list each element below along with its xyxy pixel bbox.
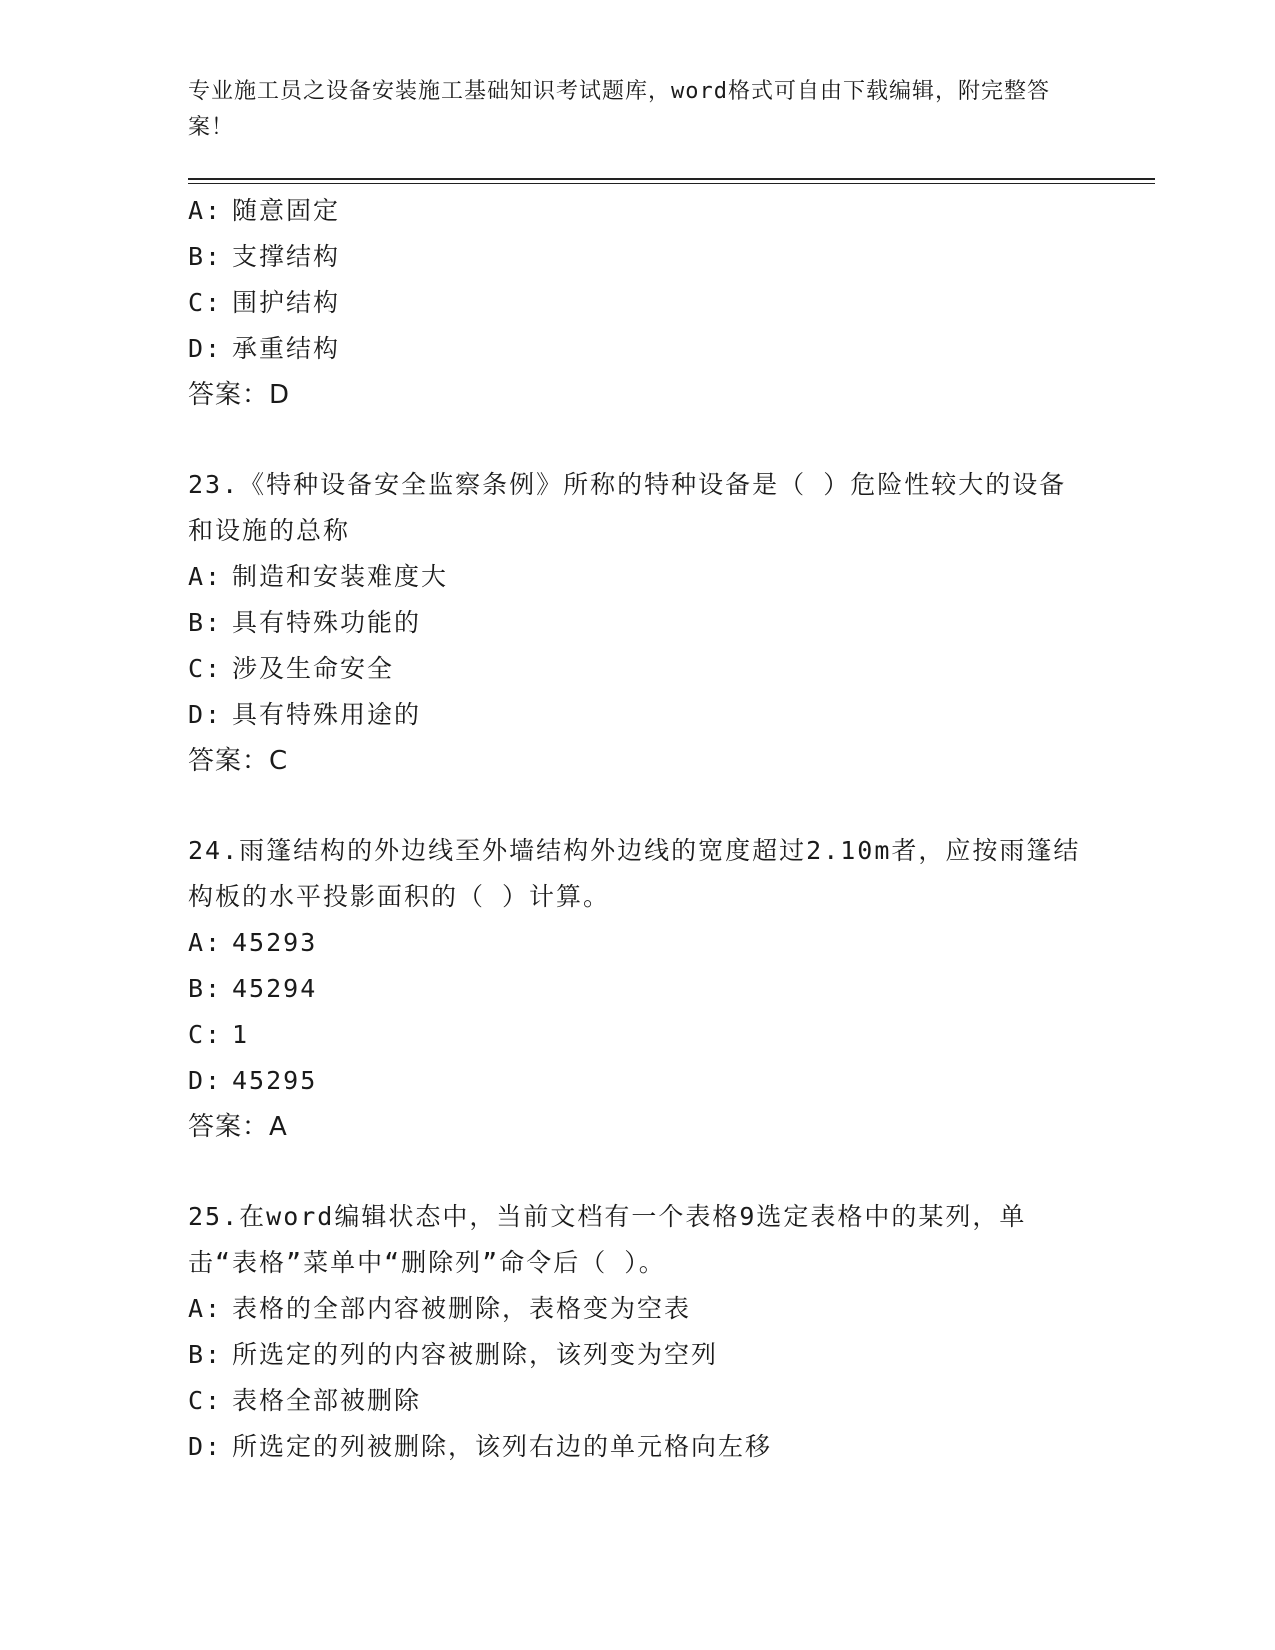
option-text: 围护结构: [232, 288, 341, 317]
option-letter: C:: [188, 1386, 223, 1415]
header-divider-thin: [188, 183, 1155, 184]
option-letter: B:: [188, 608, 223, 637]
question-stem: 23.《特种设备安全监察条例》所称的特种设备是（ ）危险性较大的设备和设施的总称: [188, 470, 1067, 545]
option-b: [188, 1332, 1088, 1378]
option-letter: D:: [188, 700, 223, 729]
option-c: [188, 646, 1088, 692]
question-list: [188, 188, 1088, 1470]
option-d: [188, 692, 1088, 738]
option-letter: D:: [188, 1066, 223, 1095]
option-letter: D:: [188, 1432, 223, 1461]
option-text: 45294: [232, 974, 318, 1003]
option-b: [188, 234, 1088, 280]
option-text: 随意固定: [232, 196, 341, 225]
option-letter: D:: [188, 334, 223, 363]
spacer: [188, 1150, 1088, 1194]
question-23: [188, 462, 1088, 784]
answer-line: 答案：A: [188, 1112, 288, 1142]
option-text: 表格全部被删除: [232, 1386, 422, 1415]
option-text: 45293: [232, 928, 318, 957]
option-letter: B:: [188, 974, 223, 1003]
spacer: [188, 418, 1088, 462]
option-text: 支撑结构: [232, 242, 341, 271]
option-letter: B:: [188, 1340, 223, 1369]
option-letter: A:: [188, 196, 223, 225]
option-letter: B:: [188, 242, 223, 271]
option-a: [188, 920, 1088, 966]
option-d: [188, 1058, 1088, 1104]
answer-line: 答案：C: [188, 746, 289, 776]
option-a: [188, 1286, 1088, 1332]
option-text: 制造和安装难度大: [232, 562, 449, 591]
option-text: 45295: [232, 1066, 318, 1095]
option-b: [188, 966, 1088, 1012]
option-letter: C:: [188, 288, 223, 317]
question-22: [188, 188, 1088, 418]
option-d: [188, 1424, 1088, 1470]
option-d: [188, 326, 1088, 372]
option-text: 所选定的列的内容被删除，该列变为空列: [232, 1340, 719, 1369]
option-text: 具有特殊用途的: [232, 700, 422, 729]
option-letter: A:: [188, 928, 223, 957]
answer-line: 答案：D: [188, 380, 291, 410]
option-text: 1: [232, 1020, 250, 1049]
question-stem: 24.雨篷结构的外边线至外墙结构外边线的宽度超过2.10m者，应按雨篷结构板的水平投影面积的（ ）计算。: [188, 836, 1081, 911]
option-a: [188, 554, 1088, 600]
option-c: [188, 280, 1088, 326]
option-letter: C:: [188, 654, 223, 683]
option-letter: A:: [188, 562, 223, 591]
option-letter: C:: [188, 1020, 223, 1049]
option-text: 承重结构: [232, 334, 341, 363]
option-text: 表格的全部内容被删除，表格变为空表: [232, 1294, 692, 1323]
option-text: 涉及生命安全: [232, 654, 395, 683]
question-25: [188, 1194, 1088, 1470]
question-24: [188, 828, 1088, 1150]
option-text: 具有特殊功能的: [232, 608, 422, 637]
option-letter: A:: [188, 1294, 223, 1323]
question-stem: 25.在word编辑状态中，当前文档有一个表格9选定表格中的某列，单击“表格”菜单中“删除列”命令后（ ）。: [188, 1202, 1027, 1277]
document-header: 专业施工员之设备安装施工基础知识考试题库，word格式可自由下载编辑，附完整答案！: [188, 79, 1050, 140]
option-b: [188, 600, 1088, 646]
option-text: 所选定的列被删除，该列右边的单元格向左移: [232, 1432, 773, 1461]
spacer: [188, 784, 1088, 828]
option-a: [188, 188, 1088, 234]
option-c: [188, 1012, 1088, 1058]
header-divider-thick: [188, 178, 1155, 180]
option-c: [188, 1378, 1088, 1424]
